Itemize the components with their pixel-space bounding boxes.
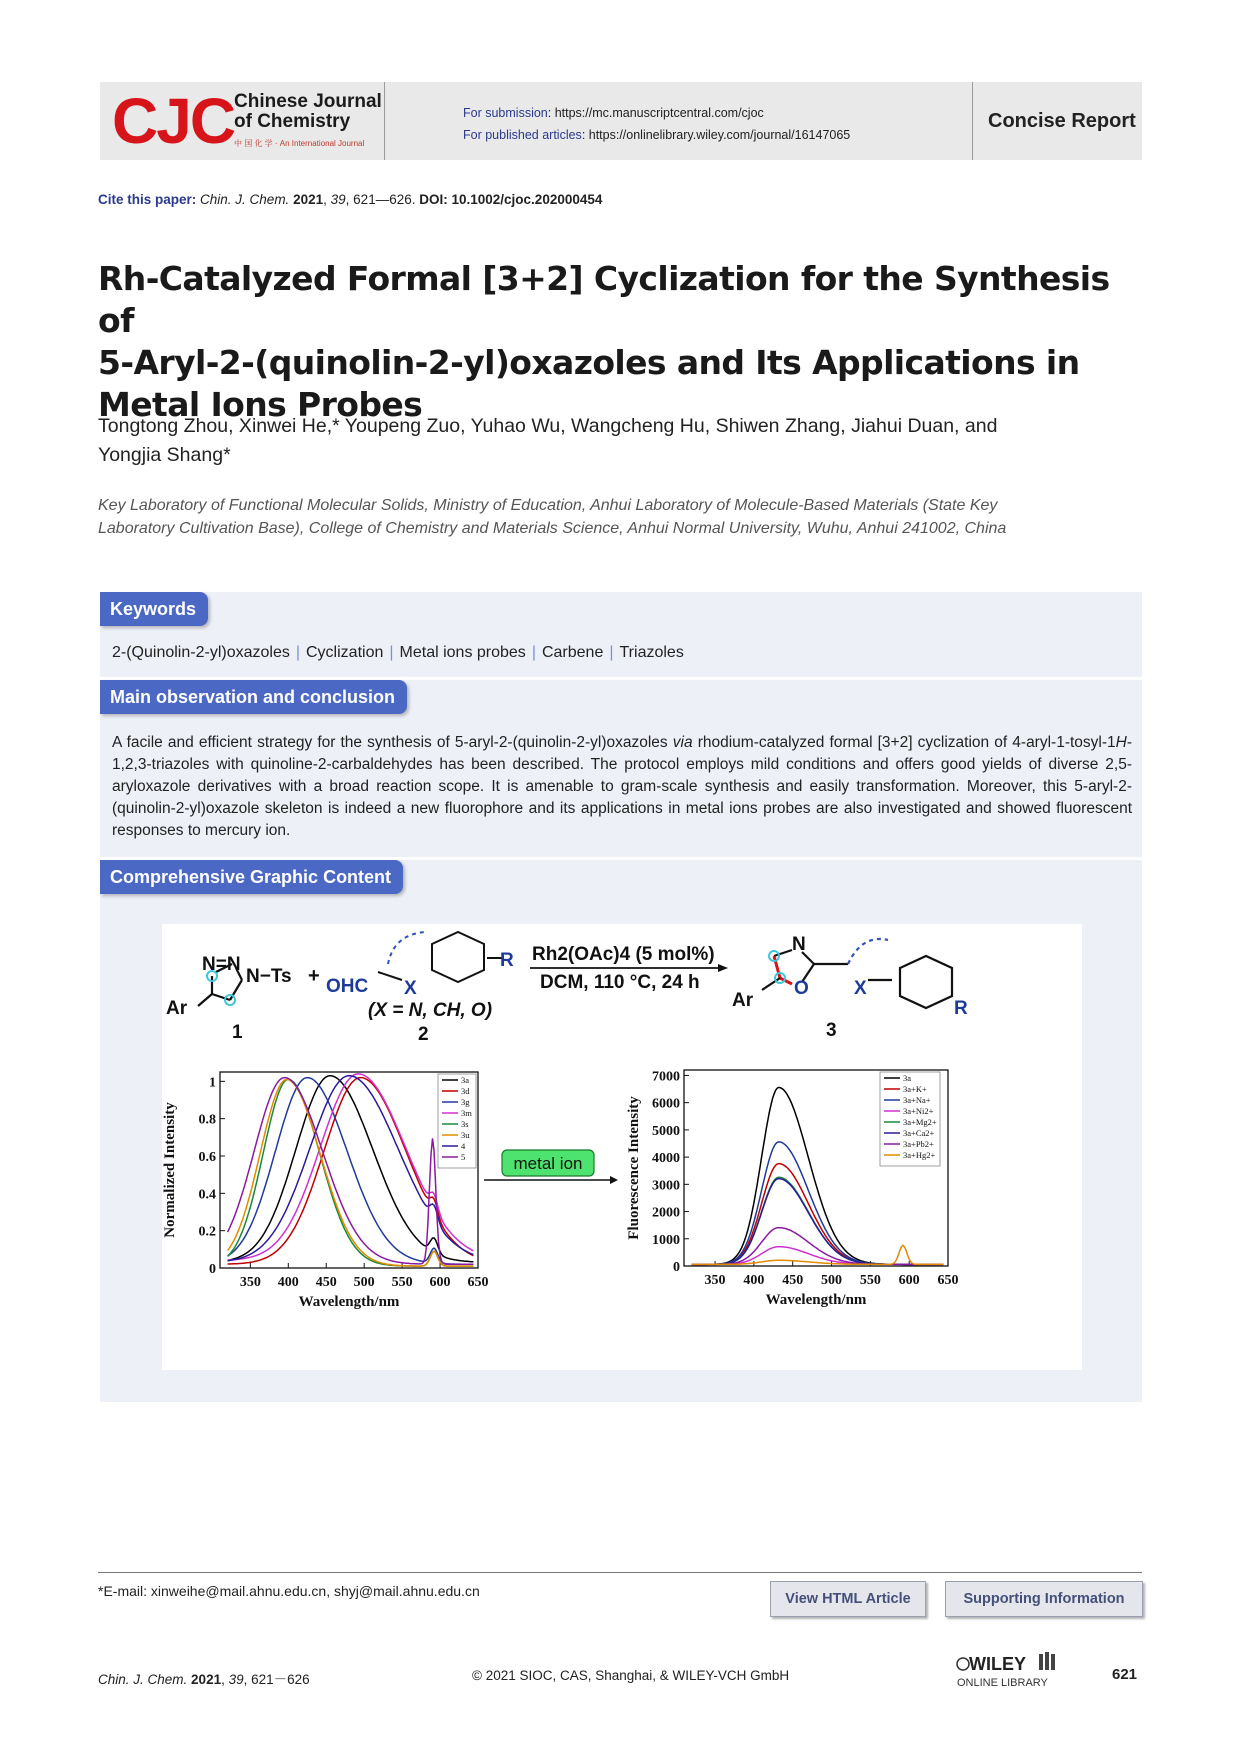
legend-label: 5 bbox=[461, 1152, 466, 1162]
abstract-fragment: via bbox=[672, 734, 693, 751]
x-tick-label: 650 bbox=[937, 1273, 959, 1288]
scheme-label-NTs: N−Ts bbox=[246, 966, 292, 987]
y-tick-label: 4000 bbox=[652, 1151, 680, 1167]
x-tick-label: 550 bbox=[859, 1273, 881, 1288]
scheme-label-R: R bbox=[954, 998, 968, 1019]
x-tick-label: 450 bbox=[782, 1273, 804, 1288]
cite-volume: 39 bbox=[330, 192, 346, 207]
keyword-list: 2-(Quinolin-2-yl)oxazoles | Cyclization | Metal ions probes | Carbene | Triazoles bbox=[112, 644, 684, 661]
cite-this-paper: Cite this paper: Chin. J. Chem. 2021, 39, 621—626. DOI: 10.1002/cjoc.202000454 bbox=[98, 192, 603, 207]
legend-label: 3a bbox=[461, 1075, 470, 1085]
cite-label: Cite this paper: bbox=[98, 192, 197, 207]
footer-cite-year: 2021 bbox=[191, 1672, 222, 1687]
x-tick-label: 600 bbox=[429, 1275, 451, 1290]
compound-label-3: 3 bbox=[826, 1020, 837, 1041]
journal-subtitle: 中 国 化 学 · An International Journal bbox=[234, 139, 365, 148]
graphical-abstract-svg bbox=[162, 924, 1082, 1370]
page-number: 621 bbox=[1112, 1666, 1138, 1683]
journal-name-line2: of Chemistry bbox=[234, 111, 351, 132]
y-tick-label: 0 bbox=[209, 1262, 216, 1277]
scheme-label-X: X bbox=[854, 978, 867, 999]
cite-year: 2021 bbox=[293, 192, 324, 207]
legend-label: 4 bbox=[461, 1141, 466, 1151]
y-axis-label: Normalized Intensity bbox=[162, 1102, 178, 1238]
wiley-icon bbox=[955, 1650, 1065, 1690]
legend-label: 3u bbox=[461, 1130, 470, 1140]
abstract-fragment: rhodium-catalyzed formal [3+2] cyclization of bbox=[692, 734, 1008, 751]
scheme-label-Ar: Ar bbox=[166, 998, 188, 1019]
x-tick-label: 600 bbox=[898, 1273, 920, 1288]
x-tick-label: 500 bbox=[353, 1275, 375, 1290]
authors-line: Tongtong Zhou, Xinwei He,* Youpeng Zuo, Yuhao Wu, Wangcheng Hu, Shiwen Zhang, Jiahui Duan, and bbox=[98, 415, 998, 437]
legend-label: 3a+K+ bbox=[903, 1084, 927, 1094]
compound-label-2: 2 bbox=[418, 1024, 429, 1045]
corresponding-email: *E-mail: xinweihe@mail.ahnu.edu.cn, shyj@mail.ahnu.edu.cn bbox=[98, 1583, 480, 1599]
x-tick-label: 500 bbox=[821, 1273, 843, 1288]
submission-link[interactable]: : https://mc.manuscriptcentral.com/cjoc bbox=[547, 106, 764, 120]
keywords-heading: Keywords bbox=[100, 592, 208, 626]
title-line: Rh-Catalyzed Formal [3+2] Cyclization for the Synthesis of bbox=[98, 259, 1110, 340]
scheme-label-N: N=N bbox=[202, 954, 241, 975]
abstract-fragment: H bbox=[1115, 734, 1127, 751]
keyword: Cyclization bbox=[306, 644, 384, 661]
summary-panel bbox=[100, 592, 1142, 1402]
legend-label: 3g bbox=[461, 1097, 470, 1107]
y-tick-label: 3000 bbox=[652, 1178, 680, 1194]
cjc-logo-letters: CJC bbox=[112, 85, 235, 157]
footer-cite-journal: Chin. J. Chem. bbox=[98, 1672, 188, 1687]
graphical-abstract bbox=[162, 924, 1082, 1370]
legend-label: 3a+Ni2+ bbox=[903, 1106, 934, 1116]
x-tick-label: 550 bbox=[391, 1275, 413, 1290]
journal-name bbox=[234, 92, 382, 132]
plus-sign: + bbox=[308, 965, 320, 987]
legend-box bbox=[438, 1074, 476, 1168]
wiley-name: WILEY bbox=[969, 1654, 1026, 1674]
y-tick-label: 1000 bbox=[652, 1232, 680, 1248]
legend-label: 3s bbox=[461, 1119, 469, 1129]
cite-pages: , 621—626. bbox=[345, 192, 416, 207]
published-link[interactable]: : https://onlinelibrary.wiley.com/journal/16147065 bbox=[581, 128, 851, 142]
y-tick-label: 5000 bbox=[652, 1123, 680, 1139]
scheme-label-O: O bbox=[794, 978, 809, 999]
abstract-text bbox=[112, 732, 1132, 842]
affiliation-line: Laboratory Cultivation Base), College of Chemistry and Materials Science, Anhui Normal University, Wuhu, Anhui 241002, China bbox=[98, 520, 1007, 537]
y-tick-label: 0.8 bbox=[198, 1112, 216, 1128]
metal-ion-arrowhead bbox=[610, 1176, 618, 1184]
x-tick-label: 650 bbox=[467, 1275, 489, 1290]
y-tick-label: 7000 bbox=[652, 1069, 680, 1085]
x-axis-label: Wavelength/nm bbox=[298, 1294, 400, 1310]
scheme-label-X: X bbox=[404, 978, 417, 999]
legend-label: 3a+Mg2+ bbox=[903, 1117, 937, 1127]
reaction-arrowhead bbox=[718, 964, 728, 972]
keyword: 2-(Quinolin-2-yl)oxazoles bbox=[112, 644, 290, 661]
keyword: Carbene bbox=[541, 644, 604, 661]
legend-label: 3a bbox=[903, 1073, 912, 1083]
series-line bbox=[228, 1080, 474, 1267]
y-axis-label: Fluorescence Intensity bbox=[626, 1096, 642, 1240]
header-links bbox=[463, 102, 850, 146]
abstract-fragment: A facile and efficient strategy for the synthesis of 5-aryl-2-(quinolin-2-yl)oxazoles bbox=[112, 734, 673, 751]
affiliation bbox=[98, 494, 1148, 540]
supporting-information-button[interactable]: Supporting Information bbox=[945, 1581, 1143, 1617]
published-line bbox=[463, 124, 850, 146]
x-tick-label: 350 bbox=[239, 1275, 261, 1290]
x-axis-label: Wavelength/nm bbox=[765, 1292, 867, 1308]
article-title bbox=[98, 258, 1148, 426]
y-tick-label: 1 bbox=[209, 1075, 216, 1091]
title-line: Metal Ions Probes bbox=[98, 385, 423, 424]
footer-cite-volume: 39 bbox=[228, 1672, 244, 1687]
series-line bbox=[228, 1076, 474, 1262]
legend-label: 3a+Ca2+ bbox=[903, 1128, 935, 1138]
copyright: © 2021 SIOC, CAS, Shanghai, & WILEY-VCH GmbH bbox=[472, 1668, 790, 1683]
abstract-fragment: -1,2,3-triazoles with quinoline-2-carbaldehydes has been described. The protocol employs mild conditions and offers bbox=[112, 734, 1133, 773]
metal-ion-label: metal ion bbox=[513, 1154, 583, 1173]
x-definition: (X = N, CH, O) bbox=[368, 1000, 493, 1021]
legend-label: 3m bbox=[461, 1108, 472, 1118]
keyword: Triazoles bbox=[619, 644, 684, 661]
header-divider bbox=[384, 82, 385, 160]
x-tick-label: 400 bbox=[277, 1275, 299, 1290]
wiley-sub: ONLINE LIBRARY bbox=[957, 1677, 1048, 1689]
footer-cite-pages: , 621－626 bbox=[243, 1672, 310, 1687]
series-line bbox=[692, 1228, 944, 1265]
title-line: 5-Aryl-2-(quinolin-2-yl)oxazoles and Its Applications in bbox=[98, 343, 1080, 382]
scheme-label-Ar: Ar bbox=[732, 990, 754, 1011]
journal-name-line1: Chinese Journal bbox=[234, 91, 382, 112]
footer-citation: Chin. J. Chem. 2021, 39, 621－626 bbox=[98, 1672, 310, 1687]
graphic-heading: Comprehensive Graphic Content bbox=[100, 860, 403, 894]
scheme-label-OHC: OHC bbox=[326, 976, 369, 997]
y-tick-label: 0.2 bbox=[198, 1224, 216, 1240]
published-label: For published articles bbox=[463, 128, 582, 142]
author-list bbox=[98, 412, 1128, 470]
y-tick-label: 2000 bbox=[652, 1205, 680, 1221]
footnote-rule bbox=[98, 1572, 1142, 1573]
legend-label: 3a+Hg2+ bbox=[903, 1150, 936, 1160]
x-tick-label: 450 bbox=[315, 1275, 337, 1290]
legend-label: 3a+Pb2+ bbox=[903, 1139, 934, 1149]
conditions-text: DCM, 110 °C, 24 h bbox=[540, 972, 700, 993]
y-tick-label: 0 bbox=[673, 1260, 680, 1275]
article-type: Concise Report bbox=[988, 110, 1136, 132]
keyword: Metal ions probes bbox=[399, 644, 526, 661]
wiley-online-library-logo[interactable] bbox=[955, 1650, 1065, 1695]
fluorescence-intensity-chart bbox=[626, 1069, 959, 1308]
x-tick-label: 400 bbox=[743, 1273, 765, 1288]
x-tick-label: 350 bbox=[704, 1273, 726, 1288]
cite-doi[interactable]: DOI: 10.1002/cjoc.202000454 bbox=[419, 192, 603, 207]
header-divider bbox=[972, 82, 973, 160]
view-html-article-button[interactable]: View HTML Article bbox=[770, 1581, 926, 1617]
main-observation-heading: Main observation and conclusion bbox=[100, 680, 407, 714]
scheme-label-N: N bbox=[792, 934, 806, 955]
legend-label: 3d bbox=[461, 1086, 470, 1096]
y-tick-label: 6000 bbox=[652, 1096, 680, 1112]
y-tick-label: 0.4 bbox=[198, 1187, 216, 1203]
journal-header bbox=[100, 82, 1142, 160]
catalyst-text: Rh2(OAc)4 (5 mol%) bbox=[532, 944, 715, 965]
y-tick-label: 0.6 bbox=[198, 1150, 216, 1165]
compound-label-1: 1 bbox=[232, 1022, 243, 1043]
affiliation-line: Key Laboratory of Functional Molecular Solids, Ministry of Education, Anhui Laboratory of Molecule-Based Materials (State Key bbox=[98, 497, 998, 514]
abstract-fragment: 4-aryl-1-tosyl-1 bbox=[1012, 734, 1116, 751]
aldehyde-structure bbox=[378, 932, 502, 982]
submission-label: For submission bbox=[463, 106, 548, 120]
cite-journal: Chin. J. Chem. bbox=[200, 192, 290, 207]
journal-logo bbox=[100, 82, 385, 160]
legend-label: 3a+Na+ bbox=[903, 1095, 931, 1105]
submission-line bbox=[463, 102, 850, 124]
series-line bbox=[228, 1080, 474, 1267]
abstract-fragment: good yields of diverse 2,5-aryloxazole derivatives with a broad reaction scope. It is amenable to gram-scale synthesis and easily transformation. Moreover, this 5-aryl-2-(quinolin-2-yl)oxazole skeleton is indeed a new fluorophore and its applications in metal ions probes are also investigated and showed fluorescent responses to mercury ion. bbox=[112, 756, 1133, 839]
authors-line: Yongjia Shang* bbox=[98, 444, 231, 466]
normalized-intensity-chart bbox=[162, 1072, 489, 1310]
scheme-label-R: R bbox=[500, 950, 514, 971]
